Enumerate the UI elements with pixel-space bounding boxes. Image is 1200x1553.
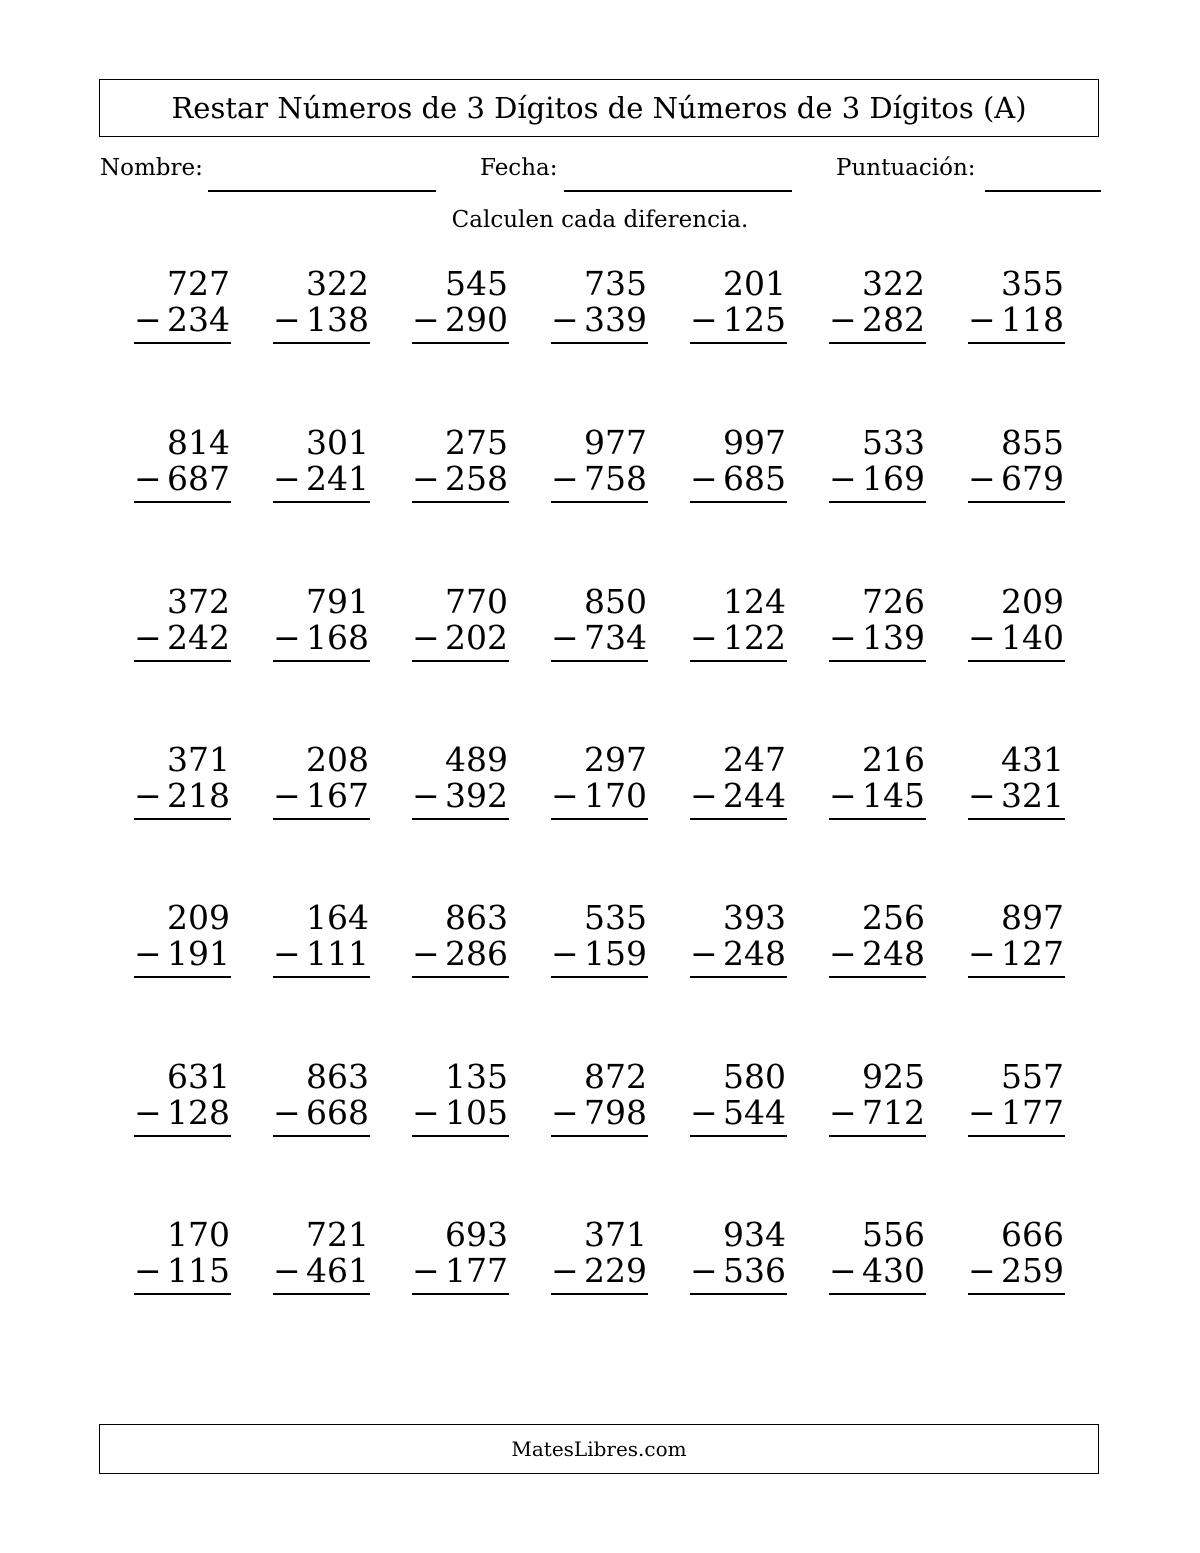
problem [829,1217,929,1301]
problem [412,425,512,509]
minuend: 557 [1001,1057,1064,1096]
problem [134,266,234,350]
minus-sign: − [968,1251,996,1290]
subtrahend: 159 [584,934,647,973]
problem [273,266,373,350]
answer-line [412,976,509,978]
answer-line [690,976,787,978]
minus-sign: − [412,459,440,498]
problem [829,425,929,509]
subtrahend: 734 [584,618,647,657]
minus-sign: − [273,618,301,657]
minus-sign: − [273,459,301,498]
answer-line [412,1293,509,1295]
subtrahend: 544 [723,1093,786,1132]
subtrahend: 191 [167,934,230,973]
answer-line [273,501,370,503]
minuend: 872 [584,1057,647,1096]
subtrahend: 668 [306,1093,369,1132]
minuend: 850 [584,582,647,621]
answer-line [134,501,231,503]
answer-line [412,342,509,344]
problem [412,1217,512,1301]
problem [968,1059,1068,1143]
subtrahend: 758 [584,459,647,498]
problem [690,425,790,509]
minus-sign: − [412,934,440,973]
answer-line [690,342,787,344]
subtrahend: 712 [862,1093,925,1132]
answer-line [273,818,370,820]
subtrahend: 122 [723,618,786,657]
answer-line [968,501,1065,503]
minus-sign: − [829,1251,857,1290]
subtrahend: 282 [862,300,925,339]
subtrahend: 687 [167,459,230,498]
answer-line [551,1135,648,1137]
footer-site: MatesLibres.com [511,1437,687,1461]
minus-sign: − [551,776,579,815]
minuend: 721 [306,1215,369,1254]
minuend: 863 [445,898,508,937]
minus-sign: − [968,1093,996,1132]
problem [968,742,1068,826]
minus-sign: − [551,300,579,339]
minuend: 372 [167,582,230,621]
subtrahend: 229 [584,1251,647,1290]
problem [690,266,790,350]
minuend: 997 [723,423,786,462]
subtrahend: 115 [167,1251,230,1290]
answer-line [968,1293,1065,1295]
minus-sign: − [690,459,718,498]
minus-sign: − [134,459,162,498]
minus-sign: − [690,618,718,657]
minus-sign: − [968,934,996,973]
minus-sign: − [551,1093,579,1132]
answer-line [273,1293,370,1295]
answer-line [134,660,231,662]
answer-line [551,342,648,344]
name-label: Nombre: [100,155,203,181]
minus-sign: − [134,300,162,339]
minus-sign: − [412,618,440,657]
minus-sign: − [968,776,996,815]
answer-line [829,976,926,978]
minus-sign: − [134,1093,162,1132]
answer-line [829,818,926,820]
minuend: 631 [167,1057,230,1096]
answer-line [551,818,648,820]
answer-line [690,1135,787,1137]
problem [412,266,512,350]
problem [273,742,373,826]
problem [551,1217,651,1301]
minuend: 209 [1001,582,1064,621]
subtrahend: 248 [862,934,925,973]
minuend: 297 [584,740,647,779]
subtrahend: 125 [723,300,786,339]
problem [134,425,234,509]
minus-sign: − [134,934,162,973]
answer-line [551,501,648,503]
minus-sign: − [273,1093,301,1132]
footer-box [99,1424,1099,1474]
answer-line [690,660,787,662]
problem [690,1059,790,1143]
minuend: 925 [862,1057,925,1096]
subtrahend: 138 [306,300,369,339]
subtrahend: 392 [445,776,508,815]
problem [134,584,234,668]
minuend: 135 [445,1057,508,1096]
answer-line [968,342,1065,344]
answer-line [829,501,926,503]
problem [829,900,929,984]
worksheet-title: Restar Números de 3 Dígitos de Números de 3 Dígitos (A) [171,91,1027,125]
minuend: 727 [167,264,230,303]
minus-sign: − [551,1251,579,1290]
minuend: 209 [167,898,230,937]
minus-sign: − [412,1251,440,1290]
problem [273,900,373,984]
problem [134,1059,234,1143]
problem [968,900,1068,984]
problem [134,1217,234,1301]
subtrahend: 321 [1001,776,1064,815]
subtrahend: 286 [445,934,508,973]
score-label: Puntuación: [836,155,976,181]
name-blank[interactable] [208,190,436,192]
instructions: Calculen cada diferencia. [451,207,749,233]
answer-line [134,976,231,978]
answer-line [551,660,648,662]
minus-sign: − [134,776,162,815]
minuend: 791 [306,582,369,621]
subtrahend: 679 [1001,459,1064,498]
minuend: 735 [584,264,647,303]
subtrahend: 177 [1001,1093,1064,1132]
minuend: 580 [723,1057,786,1096]
answer-line [551,976,648,978]
subtrahend: 218 [167,776,230,815]
minuend: 770 [445,582,508,621]
minus-sign: − [690,776,718,815]
subtrahend: 168 [306,618,369,657]
score-blank[interactable] [985,190,1101,192]
minuend: 863 [306,1057,369,1096]
minus-sign: − [551,934,579,973]
problem [412,742,512,826]
date-blank[interactable] [564,190,792,192]
subtrahend: 430 [862,1251,925,1290]
answer-line [968,1135,1065,1137]
minus-sign: − [829,459,857,498]
answer-line [690,501,787,503]
problem [134,742,234,826]
subtrahend: 248 [723,934,786,973]
subtrahend: 167 [306,776,369,815]
answer-line [412,501,509,503]
minus-sign: − [412,1093,440,1132]
answer-line [968,976,1065,978]
subtrahend: 798 [584,1093,647,1132]
problem [412,900,512,984]
problem [829,1059,929,1143]
subtrahend: 111 [306,934,369,973]
subtrahend: 177 [445,1251,508,1290]
subtrahend: 202 [445,618,508,657]
problem [273,1217,373,1301]
subtrahend: 244 [723,776,786,815]
minus-sign: − [412,776,440,815]
answer-line [551,1293,648,1295]
answer-line [134,342,231,344]
minus-sign: − [273,300,301,339]
subtrahend: 170 [584,776,647,815]
answer-line [273,1135,370,1137]
minuend: 855 [1001,423,1064,462]
minus-sign: − [273,934,301,973]
minus-sign: − [690,1093,718,1132]
minus-sign: − [829,618,857,657]
minuend: 666 [1001,1215,1064,1254]
minuend: 355 [1001,264,1064,303]
problem [273,1059,373,1143]
subtrahend: 339 [584,300,647,339]
problem [551,1059,651,1143]
problem [968,425,1068,509]
problem [551,900,651,984]
problem [412,1059,512,1143]
minuend: 170 [167,1215,230,1254]
answer-line [968,660,1065,662]
subtrahend: 234 [167,300,230,339]
minuend: 216 [862,740,925,779]
minuend: 301 [306,423,369,462]
answer-line [829,660,926,662]
answer-line [690,1293,787,1295]
minuend: 275 [445,423,508,462]
subtrahend: 139 [862,618,925,657]
minus-sign: − [968,618,996,657]
problem [551,584,651,668]
minus-sign: − [968,300,996,339]
problem [968,1217,1068,1301]
problem [968,584,1068,668]
answer-line [412,818,509,820]
problem [829,584,929,668]
subtrahend: 127 [1001,934,1064,973]
subtrahend: 241 [306,459,369,498]
minus-sign: − [690,934,718,973]
minus-sign: − [690,300,718,339]
minus-sign: − [273,1251,301,1290]
answer-line [273,976,370,978]
problem [690,584,790,668]
minuend: 897 [1001,898,1064,937]
minuend: 545 [445,264,508,303]
problem [273,584,373,668]
subtrahend: 461 [306,1251,369,1290]
problem [551,266,651,350]
minus-sign: − [690,1251,718,1290]
answer-line [412,660,509,662]
answer-line [829,1135,926,1137]
minuend: 322 [306,264,369,303]
problem [829,742,929,826]
subtrahend: 685 [723,459,786,498]
minus-sign: − [829,300,857,339]
minus-sign: − [551,459,579,498]
problem [551,742,651,826]
answer-line [412,1135,509,1137]
minuend: 977 [584,423,647,462]
answer-line [134,1135,231,1137]
minus-sign: − [968,459,996,498]
problem [829,266,929,350]
problem [412,584,512,668]
minus-sign: − [134,618,162,657]
subtrahend: 145 [862,776,925,815]
answer-line [134,818,231,820]
answer-line [829,342,926,344]
minuend: 431 [1001,740,1064,779]
subtrahend: 169 [862,459,925,498]
minuend: 535 [584,898,647,937]
problem [134,900,234,984]
minuend: 124 [723,582,786,621]
subtrahend: 259 [1001,1251,1064,1290]
answer-line [134,1293,231,1295]
minuend: 393 [723,898,786,937]
answer-line [690,818,787,820]
minuend: 371 [167,740,230,779]
minuend: 371 [584,1215,647,1254]
minuend: 489 [445,740,508,779]
answer-line [273,342,370,344]
problem [551,425,651,509]
minuend: 533 [862,423,925,462]
subtrahend: 140 [1001,618,1064,657]
problem [690,900,790,984]
minus-sign: − [551,618,579,657]
subtrahend: 128 [167,1093,230,1132]
subtrahend: 118 [1001,300,1064,339]
minuend: 693 [445,1215,508,1254]
problem [690,742,790,826]
minuend: 247 [723,740,786,779]
minus-sign: − [273,776,301,815]
minuend: 814 [167,423,230,462]
minuend: 208 [306,740,369,779]
minus-sign: − [829,776,857,815]
subtrahend: 536 [723,1251,786,1290]
minus-sign: − [829,934,857,973]
minus-sign: − [134,1251,162,1290]
date-label: Fecha: [480,155,558,181]
problem [968,266,1068,350]
problem [690,1217,790,1301]
subtrahend: 242 [167,618,230,657]
minus-sign: − [829,1093,857,1132]
minuend: 164 [306,898,369,937]
minuend: 322 [862,264,925,303]
minuend: 556 [862,1215,925,1254]
answer-line [829,1293,926,1295]
minuend: 726 [862,582,925,621]
minuend: 201 [723,264,786,303]
answer-line [968,818,1065,820]
subtrahend: 258 [445,459,508,498]
minuend: 256 [862,898,925,937]
subtrahend: 105 [445,1093,508,1132]
answer-line [273,660,370,662]
subtrahend: 290 [445,300,508,339]
problem [273,425,373,509]
minuend: 934 [723,1215,786,1254]
minus-sign: − [412,300,440,339]
worksheet-title-box [99,79,1099,137]
